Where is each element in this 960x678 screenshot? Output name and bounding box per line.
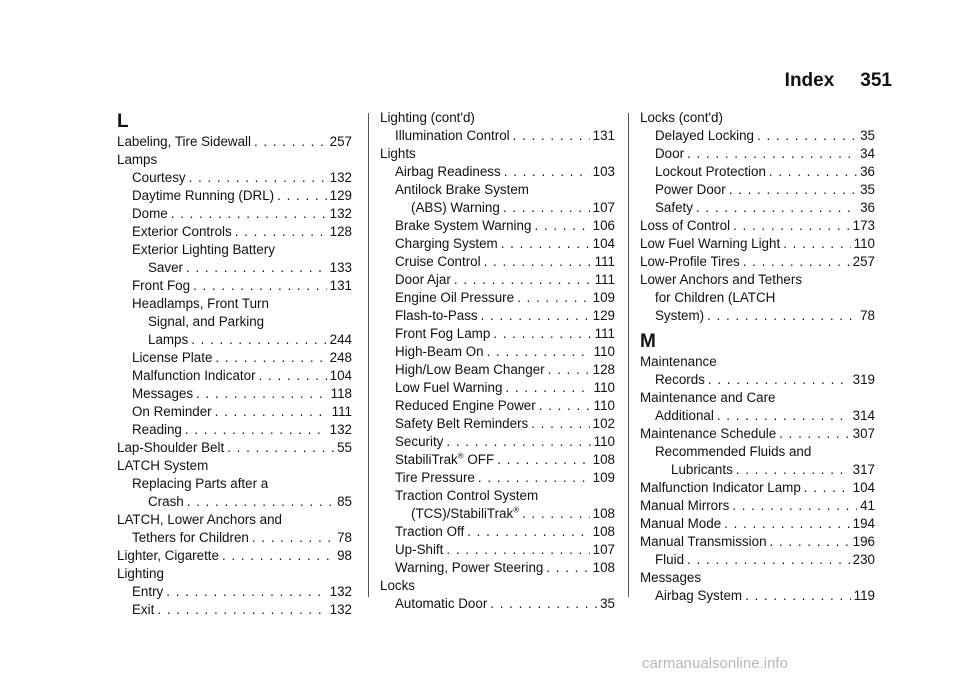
- index-entry: [117, 511, 352, 529]
- entry-text: Lubricants: [671, 462, 733, 477]
- dot-leader: [804, 479, 850, 497]
- entry-text: Daytime Running (DRL): [132, 188, 275, 203]
- entry-text: High-Beam On: [395, 344, 484, 359]
- page-header: [785, 70, 892, 92]
- page-ref: 131: [592, 128, 615, 143]
- dot-leader: [259, 367, 327, 385]
- index-entry: [380, 397, 615, 415]
- entry-text: Headlamps, Front Turn: [132, 296, 269, 311]
- entry-text: Front Fog: [132, 278, 191, 293]
- page-ref: 257: [852, 254, 875, 269]
- index-entry: [117, 385, 352, 403]
- entry-text: Brake System Warning: [395, 218, 532, 233]
- entry-text: Power Door: [655, 182, 726, 197]
- page-ref: 196: [852, 534, 875, 549]
- entry-text: Low Fuel Warning Light: [640, 236, 781, 251]
- entry-text: Lap-Shoulder Belt: [117, 440, 225, 455]
- entry-text: Locks: [380, 578, 415, 593]
- entry-text: Charging System: [395, 236, 498, 251]
- dot-leader: [193, 277, 327, 295]
- index-entry: [117, 565, 352, 583]
- entry-text: Saver: [148, 260, 183, 275]
- dot-leader: [724, 515, 850, 533]
- entry-text: Engine Oil Pressure: [395, 290, 515, 305]
- entry-text: Door: [655, 146, 685, 161]
- watermark: carmanualsonline.info: [642, 655, 788, 672]
- entry-text: On Reminder: [132, 404, 212, 419]
- entry-text: Maintenance Schedule: [640, 426, 777, 441]
- dot-leader: [252, 529, 334, 547]
- index-entry: [380, 181, 615, 199]
- page-ref: 106: [592, 218, 615, 233]
- page-ref: 230: [852, 552, 875, 567]
- entry-text: Fluid: [655, 552, 685, 567]
- dot-leader: [733, 217, 850, 235]
- index-entry: [640, 253, 875, 271]
- registered-mark: ®: [457, 451, 464, 461]
- page-ref: 118: [330, 386, 352, 401]
- entry-text: Records: [655, 372, 705, 387]
- index-entry: [117, 295, 352, 313]
- dot-leader: [501, 235, 590, 253]
- dot-leader: [254, 133, 327, 151]
- entry-text: StabiliTrak® OFF: [395, 451, 495, 467]
- page-ref: 133: [329, 260, 352, 275]
- entry-text: Manual Mirrors: [640, 498, 730, 513]
- page-ref: 41: [860, 498, 875, 513]
- dot-leader: [531, 415, 589, 433]
- page-ref: 111: [594, 272, 615, 287]
- index-entry: [117, 151, 352, 169]
- entry-text: Recommended Fluids and: [655, 444, 812, 459]
- entry-text: Warning, Power Steering: [395, 560, 544, 575]
- index-entry: [380, 325, 615, 343]
- dot-leader: [222, 547, 334, 565]
- index-entry: [380, 163, 615, 181]
- index-entry: [380, 271, 615, 289]
- entry-text: Illumination Control: [395, 128, 510, 143]
- entry-text: System): [655, 308, 705, 323]
- page-ref: 35: [600, 596, 615, 611]
- page-ref: 132: [329, 170, 352, 185]
- entry-text: Flash-to-Pass: [395, 308, 478, 323]
- entry-text: LATCH System: [117, 458, 209, 473]
- page-ref: 35: [860, 182, 875, 197]
- dot-leader: [522, 505, 590, 523]
- entry-text: Front Fog Lamp: [395, 326, 491, 341]
- entry-text: Maintenance and Care: [640, 390, 776, 405]
- dot-leader: [757, 127, 857, 145]
- entry-text: Exterior Lighting Battery: [132, 242, 275, 257]
- dot-leader: [215, 349, 326, 367]
- dot-leader: [707, 307, 857, 325]
- index-entry: [380, 235, 615, 253]
- entry-text: Traction Control System: [395, 488, 539, 503]
- entry-text: Messages: [640, 570, 702, 585]
- dot-leader: [546, 559, 589, 577]
- entry-text: Tire Pressure: [395, 470, 475, 485]
- entry-text: Dome: [132, 206, 168, 221]
- page-ref: 108: [592, 560, 615, 575]
- page-ref: 131: [329, 278, 352, 293]
- dot-leader: [467, 523, 589, 541]
- index-entry: [640, 569, 875, 587]
- entry-text: Safety Belt Reminders: [395, 416, 529, 431]
- dot-leader: [490, 595, 597, 613]
- page-number: 351: [860, 70, 892, 91]
- page-ref: 34: [860, 146, 875, 161]
- entry-text: High/Low Beam Changer: [395, 362, 545, 377]
- index-entry: [640, 443, 875, 461]
- entry-text: (ABS) Warning: [411, 200, 500, 215]
- dot-leader: [504, 163, 590, 181]
- index-entry: [380, 379, 615, 397]
- dot-leader: [166, 583, 326, 601]
- index-entry: [117, 475, 352, 493]
- dot-leader: [446, 541, 589, 559]
- entry-text: Malfunction Indicator: [132, 368, 256, 383]
- entry-text: Up-Shift: [395, 542, 444, 557]
- entry-text: Lighter, Cigarette: [117, 548, 219, 563]
- dot-leader: [696, 199, 857, 217]
- page-ref: 107: [592, 200, 615, 215]
- page-ref: 257: [329, 134, 352, 149]
- index-entry: [380, 577, 615, 595]
- dot-leader: [783, 235, 850, 253]
- index-entry: [117, 601, 352, 619]
- entry-text: LATCH, Lower Anchors and: [117, 512, 282, 527]
- page-ref: 128: [329, 224, 352, 239]
- page-ref: 132: [329, 422, 352, 437]
- index-entry: [640, 407, 875, 425]
- page-ref: 111: [594, 326, 615, 341]
- index-entry: [117, 493, 352, 511]
- page-ref: 194: [852, 516, 875, 531]
- entry-text: (TCS)/StabiliTrak®: [411, 505, 520, 521]
- entry-text: Delayed Locking: [655, 128, 755, 143]
- index-entry: [640, 163, 875, 181]
- dot-leader: [539, 397, 591, 415]
- page-ref: 248: [329, 350, 352, 365]
- page-ref: 110: [593, 344, 615, 359]
- index-entry: [640, 479, 875, 497]
- page-ref: 314: [852, 408, 875, 423]
- entry-text: Lighting: [117, 566, 164, 581]
- entry-text: Automatic Door: [395, 596, 488, 611]
- index-entry: [640, 109, 875, 127]
- page-ref: 129: [329, 188, 352, 203]
- entry-text: Lamps: [117, 152, 158, 167]
- index-entry: [380, 415, 615, 433]
- page-ref: 110: [853, 236, 875, 251]
- dot-leader: [493, 325, 591, 343]
- index-entry: [117, 259, 352, 277]
- index-entry: [117, 457, 352, 475]
- entry-text: Labeling, Tire Sidewall: [117, 134, 251, 149]
- entry-text: Messages: [132, 386, 194, 401]
- index-entry: [380, 433, 615, 451]
- page-ref: 109: [592, 470, 615, 485]
- entry-text: Airbag System: [655, 588, 743, 603]
- entry-text: License Plate: [132, 350, 213, 365]
- index-entry: [640, 127, 875, 145]
- page-ref: 111: [594, 254, 615, 269]
- page-ref: 98: [337, 548, 352, 563]
- dot-leader: [503, 199, 590, 217]
- page-ref: 110: [593, 380, 615, 395]
- page-ref: 119: [853, 588, 875, 603]
- entry-text: Locks (cont'd): [640, 110, 723, 125]
- index-entry: [117, 529, 352, 547]
- index-entry: [640, 551, 875, 569]
- page-ref: 319: [852, 372, 875, 387]
- dot-leader: [770, 533, 850, 551]
- index-entry: [640, 425, 875, 443]
- page-ref: 132: [329, 206, 352, 221]
- dot-leader: [729, 181, 857, 199]
- dot-leader: [478, 469, 590, 487]
- dot-leader: [769, 163, 857, 181]
- dot-leader: [517, 289, 590, 307]
- entry-text: Exterior Controls: [132, 224, 232, 239]
- dot-leader: [534, 217, 589, 235]
- section-letter: L: [117, 111, 129, 132]
- index-entry: [640, 271, 875, 289]
- index-entry: [380, 307, 615, 325]
- dot-leader: [717, 407, 850, 425]
- entry-text: for Children (LATCH: [655, 290, 776, 305]
- entry-text: Lockout Protection: [655, 164, 766, 179]
- index-entry: [640, 461, 875, 479]
- dot-leader: [687, 551, 850, 569]
- index-entry: [640, 217, 875, 235]
- dot-leader: [191, 331, 326, 349]
- index-entry: [640, 353, 875, 371]
- index-entry: [117, 277, 352, 295]
- entry-text: Airbag Readiness: [395, 164, 501, 179]
- column-divider: [628, 113, 629, 597]
- dot-leader: [186, 259, 327, 277]
- index-entry: [380, 469, 615, 487]
- index-entry: [380, 361, 615, 379]
- entry-text: Door Ajar: [395, 272, 451, 287]
- index-entry: [640, 145, 875, 163]
- index-entry: [640, 587, 875, 605]
- page-ref: 78: [337, 530, 352, 545]
- page-ref: 104: [592, 236, 615, 251]
- header-title: Index: [784, 70, 835, 91]
- index-entry: [117, 403, 352, 421]
- page-ref: 102: [592, 416, 615, 431]
- dot-leader: [157, 601, 326, 619]
- page-ref: 35: [860, 128, 875, 143]
- index-entry: [380, 487, 615, 505]
- index-column-1: [117, 109, 352, 619]
- entry-text: Replacing Parts after a: [132, 476, 269, 491]
- index-entry: [117, 133, 352, 151]
- index-entry: [380, 595, 615, 613]
- page-ref: 173: [852, 218, 875, 233]
- index-entry: [640, 307, 875, 325]
- index-entry: [640, 371, 875, 389]
- index-entry: [117, 439, 352, 457]
- entry-text: Lights: [380, 146, 416, 161]
- index-entry: [380, 253, 615, 271]
- entry-text: Additional: [655, 408, 714, 423]
- page-ref: 108: [592, 506, 615, 521]
- page-ref: 109: [592, 290, 615, 305]
- index-entry: [117, 367, 352, 385]
- dot-leader: [687, 145, 857, 163]
- page-ref: 307: [852, 426, 875, 441]
- index-entry: [640, 181, 875, 199]
- index-entry: [380, 199, 615, 217]
- index-entry: [380, 451, 615, 469]
- index-entry: [380, 127, 615, 145]
- entry-text: Low Fuel Warning: [395, 380, 503, 395]
- dot-leader: [196, 385, 328, 403]
- dot-leader: [277, 187, 327, 205]
- entry-text: Antilock Brake System: [395, 182, 529, 197]
- index-entry: [380, 145, 615, 163]
- dot-leader: [487, 343, 591, 361]
- page-ref: 111: [331, 404, 352, 419]
- registered-mark: ®: [513, 505, 520, 515]
- page-ref: 55: [337, 440, 352, 455]
- dot-leader: [513, 127, 590, 145]
- index-entry: [117, 205, 352, 223]
- page-ref: 104: [329, 368, 352, 383]
- index-entry: [380, 289, 615, 307]
- index-entry: [117, 421, 352, 439]
- page-ref: 85: [337, 494, 352, 509]
- dot-leader: [481, 307, 590, 325]
- dot-leader: [548, 361, 590, 379]
- dot-leader: [736, 461, 850, 479]
- page-ref: 36: [860, 200, 875, 215]
- entry-text: Exit: [132, 602, 155, 617]
- index-entry: [380, 523, 615, 541]
- entry-text: Tethers for Children: [132, 530, 249, 545]
- index-entry: [117, 169, 352, 187]
- dot-leader: [187, 493, 334, 511]
- dot-leader: [185, 421, 327, 439]
- dot-leader: [446, 433, 590, 451]
- dot-leader: [745, 587, 851, 605]
- index-entry: [640, 199, 875, 217]
- entry-text: Low-Profile Tires: [640, 254, 740, 269]
- index-entry: [640, 533, 875, 551]
- page-ref: 128: [592, 362, 615, 377]
- index-entry: [640, 235, 875, 253]
- page-ref: 132: [329, 602, 352, 617]
- index-entry: [117, 349, 352, 367]
- dot-leader: [708, 371, 850, 389]
- index-entry: [640, 515, 875, 533]
- index-entry: [640, 497, 875, 515]
- page-ref: 103: [592, 164, 615, 179]
- dot-leader: [743, 253, 850, 271]
- index-column-3: [640, 109, 875, 605]
- index-entry: [117, 547, 352, 565]
- entry-text: Malfunction Indicator Lamp: [640, 480, 801, 495]
- page-ref: 108: [592, 524, 615, 539]
- index-entry: [380, 109, 615, 127]
- index-entry: [117, 313, 352, 331]
- entry-text: Entry: [132, 584, 164, 599]
- entry-text: Courtesy: [132, 170, 186, 185]
- page-ref: 78: [860, 308, 875, 323]
- entry-text: Lower Anchors and Tethers: [640, 272, 803, 287]
- entry-text: Reduced Engine Power: [395, 398, 536, 413]
- entry-text: Signal, and Parking: [148, 314, 265, 329]
- entry-text: Cruise Control: [395, 254, 481, 269]
- dot-leader: [227, 439, 334, 457]
- dot-leader: [189, 169, 327, 187]
- page-ref: 110: [593, 434, 615, 449]
- entry-text: Reading: [132, 422, 182, 437]
- entry-text: Traction Off: [395, 524, 465, 539]
- page-ref: 107: [592, 542, 615, 557]
- index-entry: [380, 505, 615, 523]
- entry-text: Manual Mode: [640, 516, 722, 531]
- index-entry: [117, 583, 352, 601]
- page-ref: 110: [593, 398, 615, 413]
- page-ref: 317: [852, 462, 875, 477]
- index-entry: [117, 241, 352, 259]
- dot-leader: [215, 403, 329, 421]
- index-entry: [380, 541, 615, 559]
- dot-leader: [732, 497, 857, 515]
- entry-text: Lighting (cont'd): [380, 110, 475, 125]
- dot-leader: [505, 379, 590, 397]
- page-ref: 104: [852, 480, 875, 495]
- column-divider: [368, 113, 369, 597]
- index-entry: [380, 343, 615, 361]
- index-entry: [380, 217, 615, 235]
- page-ref: 129: [592, 308, 615, 323]
- page-ref: 36: [860, 164, 875, 179]
- dot-leader: [235, 223, 327, 241]
- entry-text: Lamps: [148, 332, 189, 347]
- entry-text: Safety: [655, 200, 693, 215]
- index-entry: [640, 389, 875, 407]
- entry-text: Manual Transmission: [640, 534, 767, 549]
- entry-text: Maintenance: [640, 354, 717, 369]
- section-letter: M: [640, 331, 656, 352]
- index-column-2: [380, 109, 615, 613]
- index-entry: [380, 559, 615, 577]
- dot-leader: [497, 451, 589, 469]
- page-ref: 108: [592, 452, 615, 467]
- index-entry: [117, 187, 352, 205]
- page-ref: 244: [329, 332, 352, 347]
- dot-leader: [484, 253, 592, 271]
- dot-leader: [779, 425, 849, 443]
- index-entry: [640, 289, 875, 307]
- entry-text: Security: [395, 434, 444, 449]
- page-ref: 132: [329, 584, 352, 599]
- index-entry: [117, 331, 352, 349]
- entry-text: Crash: [148, 494, 184, 509]
- dot-leader: [171, 205, 327, 223]
- entry-text: Loss of Control: [640, 218, 731, 233]
- index-entry: [117, 223, 352, 241]
- dot-leader: [454, 271, 592, 289]
